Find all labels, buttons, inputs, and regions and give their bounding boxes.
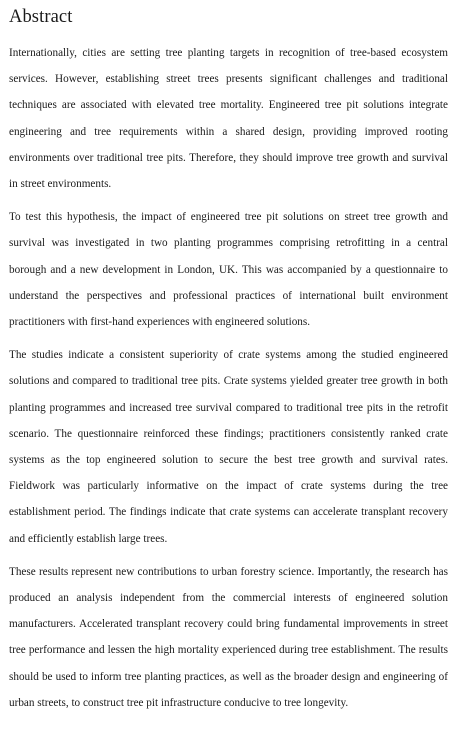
abstract-paragraph-4: These results represent new contributions to urban forestry science. Importantly, the research has produced an analysis independent from the commercial interests of engineered solution manufacturers. Accelerated transplant recovery could bring fundamental improvements in street tree performance and lessen the high mortality experienced during tree establishment. The results should be used to inform tree planting practices, as well as the broader design and engineering of urban streets, to construct tree pit infrastructure conducive to tree longevity. [9, 565, 448, 709]
abstract-paragraph-1: Internationally, cities are setting tree planting targets in recognition of tree-based ecosystem services. However, establishing street trees presents significant challenges and traditional techniques are associated with elevated tree mortality. Engineered tree pit solutions integrate engineering and tree requirements within a shared design, providing improved rooting environments over traditional tree pits. Therefore, they should improve tree growth and survival in street environments. [9, 47, 448, 191]
abstract-paragraph-2: To test this hypothesis, the impact of engineered tree pit solutions on street tree growth and survival was investigated in two planting programmes comprising retrofitting in a central borough and a new development in London, UK. This was accompanied by a questionnaire to understand the perspectives and professional practices of international built environment practitioners with first-hand experiences with engineered solutions. [9, 211, 448, 329]
abstract-heading: Abstract [9, 7, 73, 27]
abstract-paragraph-3: The studies indicate a consistent superiority of crate systems among the studied engineered solutions and compared to traditional tree pits. Crate systems yielded greater tree growth in both planting programmes and increased tree survival compared to traditional tree pits in the retrofit scenario. The questionnaire reinforced these findings; practitioners consistently ranked crate systems as the top engineered solution to secure the best tree growth and survival rates. Fieldwork was particularly informative on the impact of crate systems during the tree establishment period. The findings indicate that crate systems can accelerate transplant recovery and efficiently establish large trees. [9, 349, 448, 545]
